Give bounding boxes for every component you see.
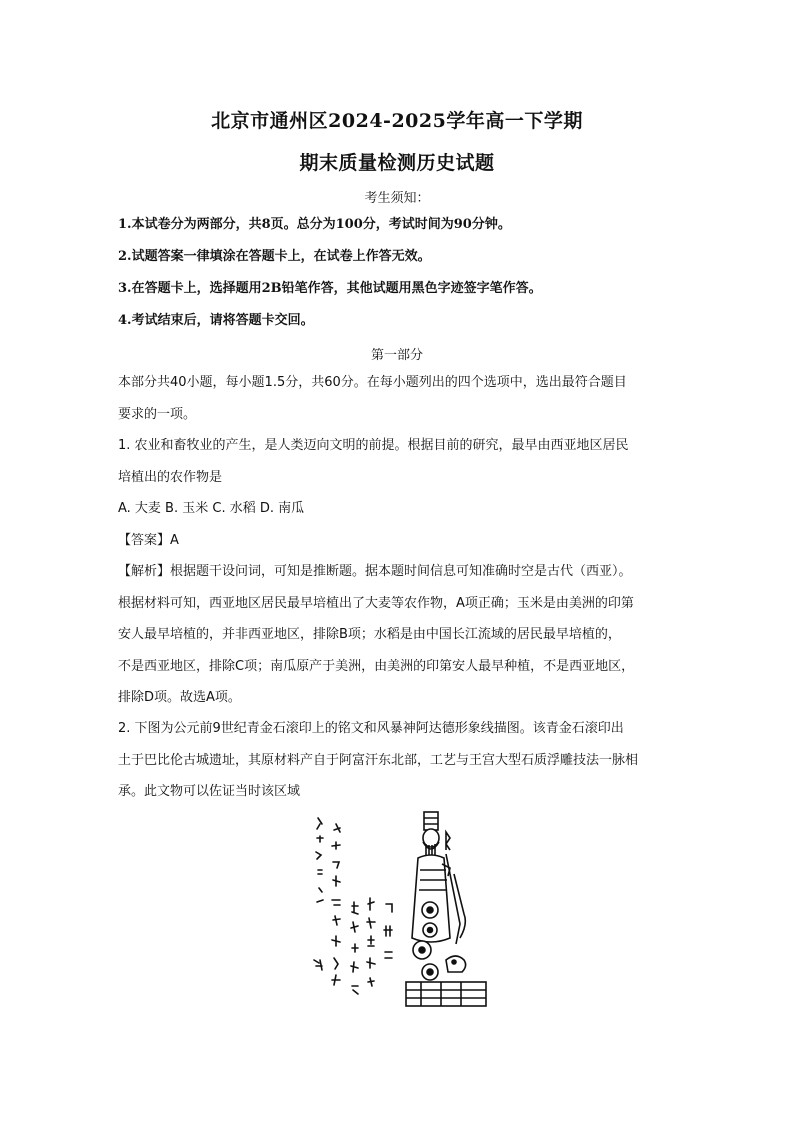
notice-item: 1.本试卷分为两部分，共8页。总分为100分，考试时间为90分钟。 — [118, 217, 511, 232]
notice-list — [118, 216, 542, 344]
question-stem-line: 土于巴比伦古城遗址，其原材料产自于阿富汗东北部，工艺与王宫大型石质浮雕技法一脉相 — [118, 752, 639, 768]
cuneiform-column — [367, 898, 375, 986]
notice-item: 4.考试结束后，请将答题卡交回。 — [118, 313, 314, 328]
question-stem-line: 1. 农业和畜牧业的产生，是人类迈向文明的前提。根据目前的研究，最早由西亚地区居民 — [118, 438, 629, 453]
instruction-line: 本部分共40小题，每小题1.5分，共60分。在每小题列出的四个选项中，选出最符合题目 — [118, 375, 627, 390]
cuneiform-column — [351, 902, 358, 994]
question-stem-line: 承。此文物可以佐证当时该区域 — [118, 784, 301, 799]
section-heading: 第一部分 — [370, 348, 423, 363]
cuneiform-column — [314, 818, 323, 970]
exam-title: 北京市通州区2024-2025学年高一下学期 — [211, 110, 583, 132]
notice-heading: 考生须知： — [364, 191, 430, 206]
question-1 — [118, 437, 688, 721]
question-2 — [118, 720, 688, 815]
exam-subtitle: 期末质量检测历史试题 — [299, 152, 495, 174]
question-stem-line: 2. 下图为公元前9世纪青金石滚印上的铭文和风暴神阿达德形象线描图。该青金石滚印出 — [118, 721, 624, 736]
question-stem-line: 培植出的农作物是 — [118, 469, 223, 485]
storm-god-figure — [406, 812, 486, 1006]
analysis-line: 不是西亚地区，排除C项；南瓜原产于美洲，由美洲的印第安人最早种植，不是西亚地区， — [118, 658, 635, 674]
cuneiform-column — [332, 824, 340, 985]
analysis-line: 【解析】根据题干设问词，可知是推断题。据本题时间信息可知准确时空是古代（西亚）。 — [118, 564, 632, 579]
cuneiform-column — [384, 904, 392, 958]
instruction-line: 要求的一项。 — [118, 406, 197, 422]
cylinder-seal-drawing — [296, 810, 496, 1010]
answer-line: 【答案】A — [118, 532, 179, 548]
analysis-line: 安人最早培植的，并非西亚地区，排除B项；水稻是由中国长江流域的居民最早培植的， — [118, 627, 621, 642]
analysis-line: 排除D项。故选A项。 — [118, 690, 241, 705]
notice-item: 2.试题答案一律填涂在答题卡上，在试卷上作答无效。 — [118, 249, 431, 264]
section-instructions — [118, 374, 688, 437]
notice-item: 3.在答题卡上，选择题用2B铅笔作答，其他试题用黑色字迹签字笔作答。 — [118, 281, 542, 296]
analysis-line: 根据材料可知，西亚地区居民最早培植出了大麦等农作物，A项正确；玉米是由美洲的印第 — [118, 595, 634, 611]
question-options: A. 大麦 B. 玉米 C. 水稻 D. 南瓜 — [118, 501, 305, 516]
